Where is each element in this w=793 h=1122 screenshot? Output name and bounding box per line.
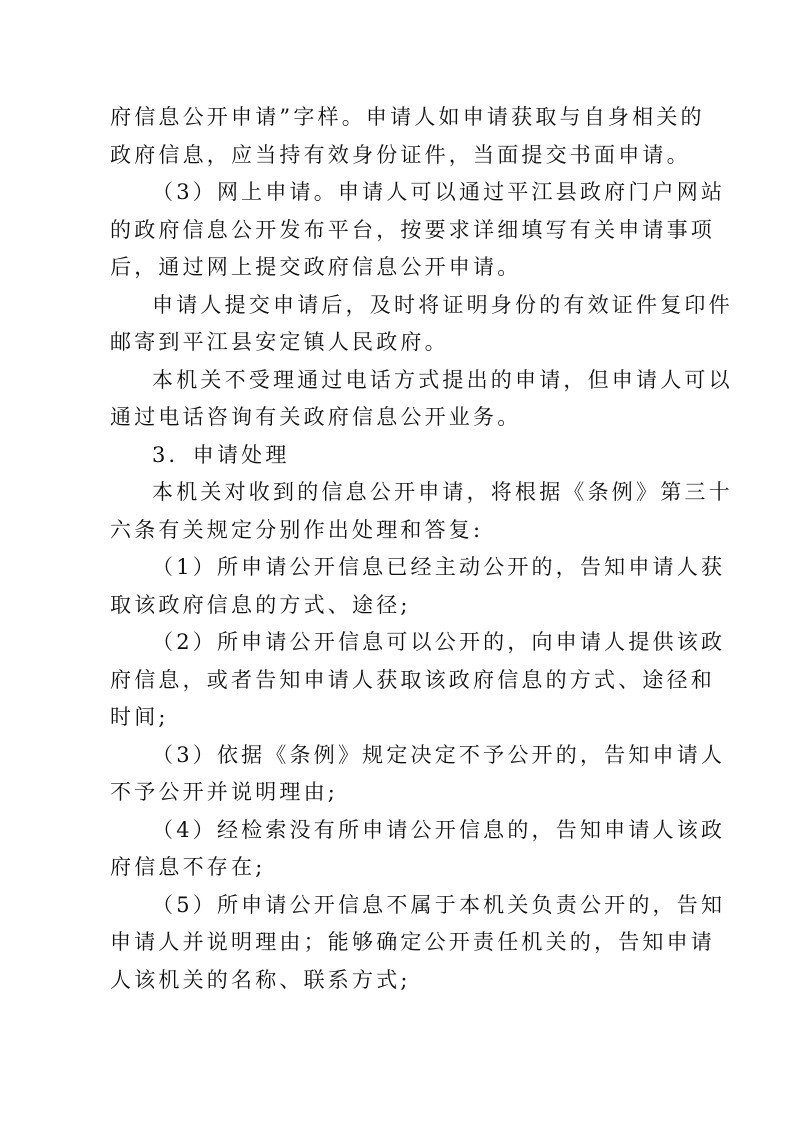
text-line: （3）网上申请。申请人可以通过平江县政府门户网站 (152, 180, 726, 204)
text-line: 六条有关规定分别作出处理和答复: (110, 517, 484, 542)
text-line: 人该机关的名称、联系方式; (110, 967, 411, 992)
document-body (110, 99, 733, 999)
text-line: （2）所申请公开信息可以公开的，向申请人提供该政 (152, 630, 726, 654)
text-line: 府信息公开申请”字样。申请人如申请获取与自身相关的 (110, 105, 705, 129)
text-line: （5）所申请公开信息不属于本机关负责公开的，告知 (152, 892, 726, 917)
text-line: （4）经检索没有所申请公开信息的，告知申请人该政 (152, 817, 726, 842)
text-line: 府信息，或者告知申请人获取该政府信息的方式、途径和 (110, 667, 715, 692)
text-line: 时间; (110, 705, 169, 729)
text-line: 申请人并说明理由；能够确定公开责任机关的，告知申请 (110, 930, 715, 954)
text-line: 3．申请处理 (152, 442, 290, 467)
text-line: 后，通过网上提交政府信息公开申请。 (110, 255, 522, 279)
text-line: 邮寄到平江县安定镇人民政府。 (110, 330, 449, 354)
text-line: 本机关对收到的信息公开申请，将根据《条例》第三十 (152, 480, 733, 504)
text-line: 不予公开并说明理由; (110, 780, 339, 804)
text-line: 的政府信息公开发布平台，按要求详细填写有关申请事项 (110, 217, 715, 242)
text-line: 府信息不存在; (110, 855, 266, 879)
text-line: 政府信息，应当持有效身份证件，当面提交书面申请。 (110, 142, 691, 167)
text-line: 本机关不受理通过电话方式提出的申请，但申请人可以 (152, 367, 733, 392)
text-line: 取该政府信息的方式、途径; (110, 592, 411, 617)
text-line: （3）依据《条例》规定决定不予公开的，告知申请人 (152, 742, 726, 767)
text-line: 通过电话咨询有关政府信息公开业务。 (110, 405, 522, 429)
text-line: 申请人提交申请后，及时将证明身份的有效证件复印件 (152, 292, 733, 317)
text-line: （1）所申请公开信息已经主动公开的，告知申请人获 (152, 555, 726, 579)
